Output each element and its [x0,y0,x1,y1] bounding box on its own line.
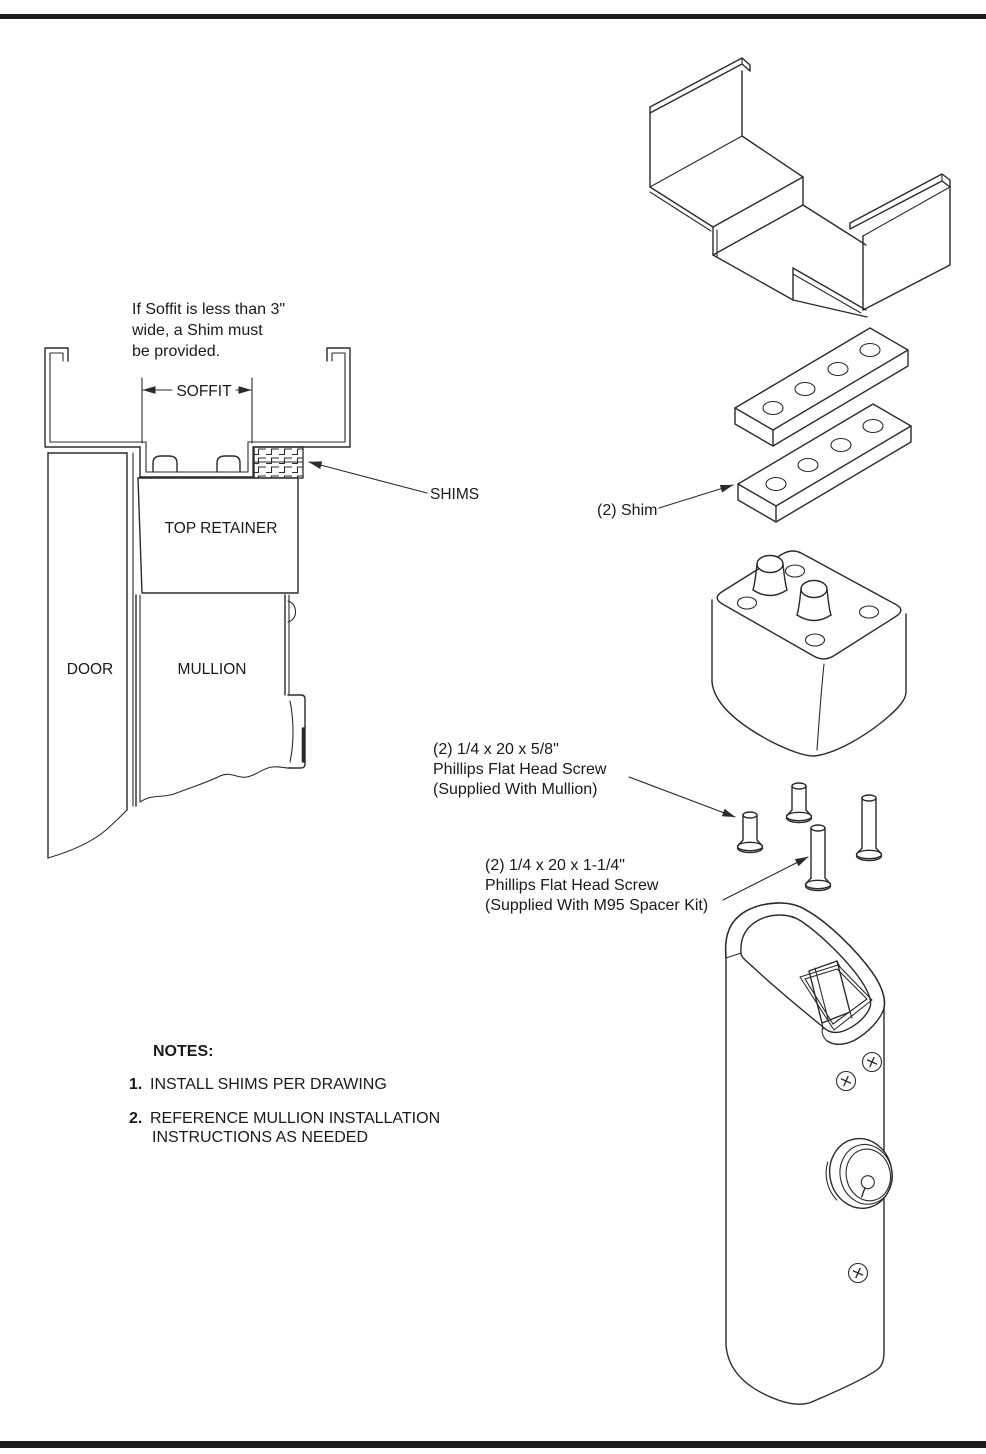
screw-long-1 [806,825,831,891]
top-border-bar [0,14,986,19]
door-outline [48,453,133,858]
retainer-studs [153,456,240,472]
mounting-screws [738,783,882,891]
soffit-note [131,301,285,360]
mullion-break-line [140,767,288,802]
note-1-number: 1. [129,1076,143,1093]
soffit-dimension-label: SOFFIT [176,383,232,400]
shim-parts [735,328,911,522]
soffit-note-line2: wide, a Shim must [132,322,263,339]
mullion-outline [136,595,305,806]
door-break-line [48,810,127,858]
door-label: DOOR [66,661,114,678]
screw-long-line2: Phillips Flat Head Screw [485,877,659,894]
screw-short-line2: Phillips Flat Head Screw [433,761,607,778]
mullion-isometric [726,903,899,1404]
spacer-block [712,551,906,756]
soffit-note-line1: If Soffit is less than 3" [132,301,286,318]
cross-section-view [45,301,479,858]
screw-short-2 [787,783,812,823]
note-2-number: 2. [129,1110,143,1127]
header-channel-bracket [650,58,950,317]
screw-short-line3: (Supplied With Mullion) [433,781,598,798]
soffit-dimension [143,383,251,400]
screw-short-1 [738,812,763,853]
soffit-note-line3: be provided. [132,343,221,360]
shim-callout-label: (2) Shim [597,502,658,519]
shims-callout [309,462,479,503]
shims-hatch-block [253,447,303,478]
top-retainer-label: TOP RETAINER [164,520,278,537]
frame-header-profile [45,348,350,477]
screw-long-line3: (Supplied With M95 Spacer Kit) [485,897,709,914]
note-2-text: REFERENCE MULLION INSTALLATION [150,1110,441,1127]
note-1-text: INSTALL SHIMS PER DRAWING [150,1076,387,1093]
bottom-border-bar [0,1441,986,1448]
screw-short-callout [433,741,735,817]
mullion-label: MULLION [177,661,247,678]
notes-title: NOTES: [153,1043,214,1060]
notes-section [129,1043,440,1146]
exploded-view [433,58,950,1404]
shims-label: SHIMS [430,486,480,503]
screw-long-line1: (2) 1/4 x 20 x 1-1/4" [485,857,625,874]
screw-long-2 [857,795,882,861]
shim-callout [597,485,733,519]
screw-short-line1: (2) 1/4 x 20 x 5/8" [433,741,559,758]
note-2-text-line2: INSTRUCTIONS AS NEEDED [152,1129,369,1146]
